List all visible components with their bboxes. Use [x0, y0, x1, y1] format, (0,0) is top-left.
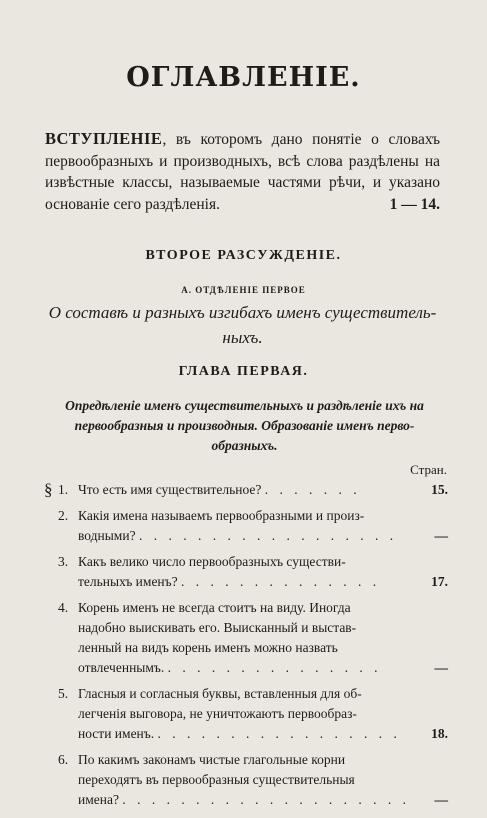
entry-text: ности именъ. [78, 726, 155, 741]
toc-entry [58, 684, 448, 744]
entry-text: имена? [78, 792, 119, 807]
entry-number: 4. [58, 600, 69, 615]
entry-page: — [434, 528, 448, 543]
entry-number: 3. [58, 554, 69, 569]
entry-page: 17. [431, 574, 448, 589]
page-title: ОГЛАВЛЕНІЕ. [126, 62, 361, 93]
chapter-description [42, 396, 447, 456]
toc-entries [44, 480, 448, 816]
entry-text: надобно выискивать его. Выисканный и выстав- [78, 620, 357, 635]
entry-page: 15. [431, 482, 448, 497]
toc-entry [58, 552, 448, 592]
section-description [45, 300, 440, 350]
section-mark: § [44, 480, 53, 499]
dot-leader: . . . . . . . . . . . . . . . . . . [138, 528, 398, 543]
introduction-text: , въ которомъ дано понятіе о словахъ первообразныхъ и производныхъ, всѣ слова раздѣлены на извѣстные классы, называемые частями рѣчи, и указано основаніе сего раздѣленія. [45, 131, 440, 213]
entry-text: отвлеченнымъ. [78, 660, 165, 675]
introduction-pages: 1 — 14. [389, 195, 440, 213]
dot-leader: . . . . . . . . . . . . . . [181, 574, 381, 589]
chapter-description-line: Опредѣленіе именъ существительныхъ и раздѣленіе ихъ на [65, 398, 424, 413]
entry-text: переходятъ въ первообразныя существительныя [78, 772, 355, 787]
entry-number: 2. [58, 508, 69, 523]
toc-entry [58, 750, 448, 810]
entry-page: 18. [431, 726, 448, 741]
section-label: А. ОТДѢЛЕНІЕ ПЕРВОЕ [181, 285, 306, 295]
entry-number: 6. [58, 752, 69, 767]
entry-text: Что есть имя существительное? [78, 482, 262, 497]
toc-entry [58, 598, 448, 678]
entry-text: ленный на видъ корень именъ можно назвать [78, 640, 338, 655]
chapter-description-line: образныхъ. [211, 438, 278, 453]
pages-column-label: Стран. [410, 462, 447, 477]
entry-text: тельныхъ именъ? [78, 574, 178, 589]
toc-entry [44, 480, 448, 500]
introduction-entry [45, 128, 440, 215]
entry-text: Корень именъ не всегда стоитъ на виду. Иногда [78, 600, 351, 615]
entry-text: легченія выговора, не уничтожаютъ первообраз- [78, 706, 357, 721]
toc-entry [58, 506, 448, 546]
entry-page: — [434, 792, 448, 807]
introduction-lead: ВСТУПЛЕНІЕ [45, 129, 163, 148]
dot-leader: . . . . . . . . . . . . . . . [167, 660, 382, 675]
entry-text: Какія имена называемъ первообразными и произ- [78, 508, 365, 523]
entry-page: — [434, 660, 448, 675]
section-description-line: О составѣ и разныхъ изгибахъ именъ существитель- [48, 303, 437, 322]
entry-number: 5. [58, 686, 69, 701]
dot-leader: . . . . . . . . . . . . . . . . . [157, 726, 401, 741]
section-description-line: ныхъ. [222, 328, 263, 347]
entry-text: водными? [78, 528, 136, 543]
entry-number: 1. [58, 482, 69, 497]
dot-leader: . . . . . . . [264, 482, 361, 497]
entry-text: Какъ велико число первообразныхъ существи- [78, 554, 346, 569]
dot-leader: . . . . . . . . . . . . . . . . . . . . [122, 792, 410, 807]
chapter-heading: ГЛАВА ПЕРВАЯ. [178, 364, 309, 379]
entry-text: По какимъ законамъ чистые глагольные корни [78, 752, 346, 767]
discourse-heading: ВТОРОЕ РАЗСУЖДЕНІЕ. [145, 248, 342, 263]
entry-text: Гласныя и согласныя буквы, вставленныя для об- [78, 686, 362, 701]
chapter-description-line: первообразныя и производныя. Образованіе именъ перво- [74, 418, 415, 433]
